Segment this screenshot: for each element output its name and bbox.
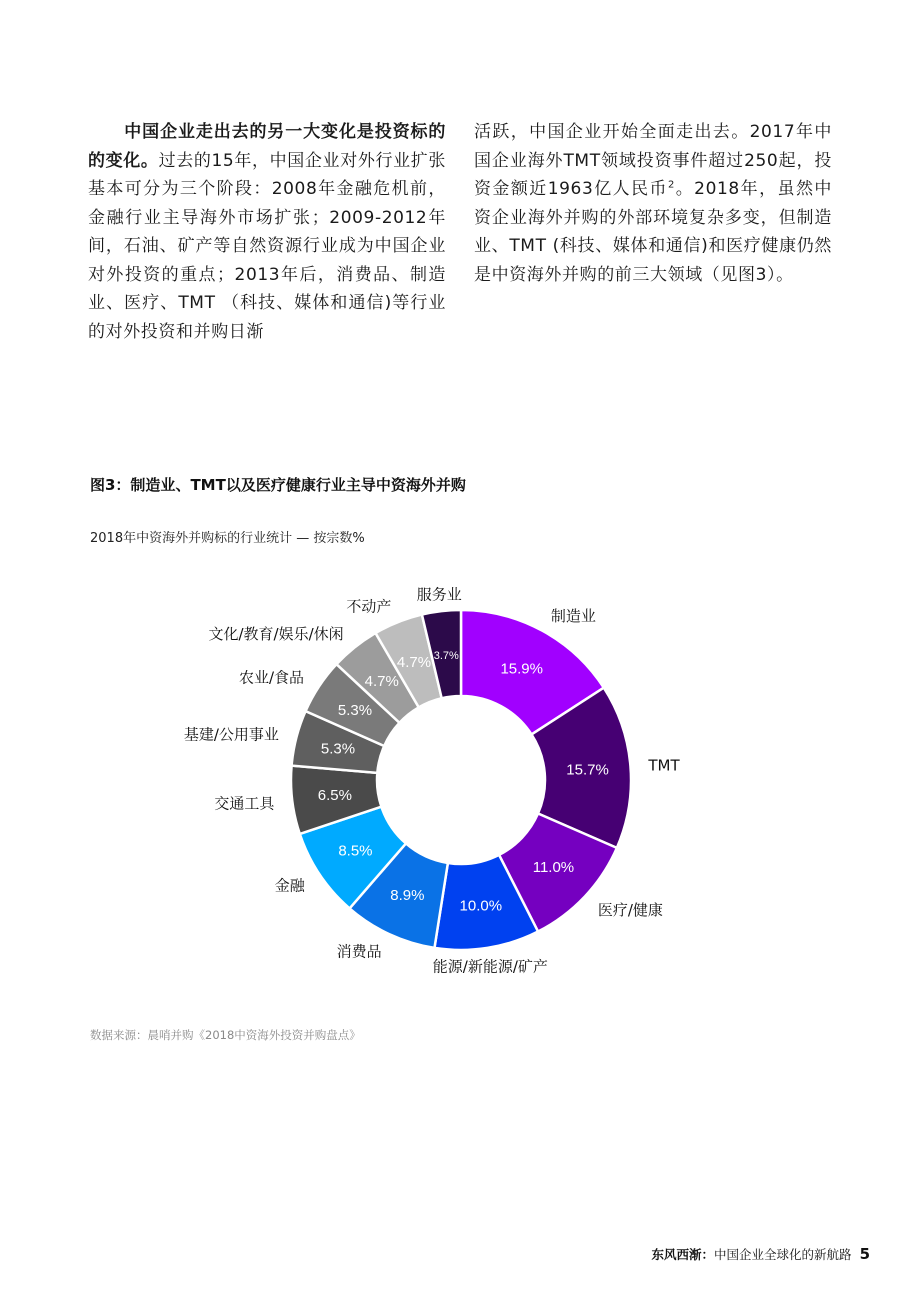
- figure-title: 图3：制造业、TMT以及医疗健康行业主导中资海外并购: [90, 476, 466, 494]
- lead-sentence: 中国企业走出去的另一大变化是投资标的的变化。: [88, 122, 446, 171]
- body-paragraph-right-b: 。2018年，虽然中资企业海外并购的外部环境复杂多变，但制造业、TMT (科技、媒体和通信)和医疗健康仍然是中资海外并购的前三大领域（见图3）。: [474, 179, 833, 285]
- slice-category-label: 消费品: [336, 942, 382, 961]
- slice-category-label: 医疗/健康: [597, 900, 663, 919]
- figure-subtitle: 2018年中资海外并购标的行业统计 — 按宗数%: [90, 531, 365, 546]
- slice-value-label: 15.9%: [500, 660, 543, 678]
- slice-category-label: 农业/食品: [239, 668, 305, 687]
- slice-value-label: 6.5%: [317, 787, 353, 805]
- slice-category-label: 服务业: [416, 585, 462, 604]
- page-footer: [652, 1245, 870, 1263]
- page-number: 5: [859, 1245, 870, 1263]
- slice-value-label: 5.3%: [337, 702, 373, 720]
- slice-value-label: 5.3%: [320, 740, 356, 758]
- slice-value-label: 11.0%: [532, 859, 575, 877]
- body-paragraph-left: 过去的15年，中国企业对外行业扩张基本可分为三个阶段：2008年金融危机前，金融行业主导海外市场扩张；2009-2012年间，石油、矿产等自然资源行业成为中国企业对外投资的重点；2013年后，消费品、制造业、医疗、TMT （科技、媒体和通信)等行业的对外投资和并购日渐: [88, 150, 446, 342]
- footnote-ref: 2: [667, 179, 675, 191]
- slice-value-label: 10.0%: [459, 897, 503, 915]
- slice-value-label: 15.7%: [566, 761, 609, 779]
- slice-category-label: 不动产: [346, 597, 392, 616]
- slice-category-label: 基建/公用事业: [183, 725, 279, 744]
- slice-category-label: 制造业: [550, 606, 596, 625]
- slice-category-label: 文化/教育/娱乐/休闲: [208, 625, 344, 644]
- body-paragraph-right-a: 活跃，中国企业开始全面走出去。2017年中国企业海外TMT领域投资事件超过250起，投资金额近1963亿人民币: [474, 122, 832, 199]
- slice-value-label: 4.7%: [364, 672, 399, 690]
- slice-category-label: 交通工具: [214, 794, 275, 813]
- footer-subtitle: 中国企业全球化的新航路: [714, 1247, 852, 1262]
- slice-value-label: 8.9%: [390, 887, 425, 905]
- slice-category-label: TMT: [648, 756, 680, 775]
- slice-value-label: 3.7%: [433, 649, 459, 662]
- slice-category-label: 金融: [274, 876, 305, 895]
- data-source: 数据来源：晨哨并购《2018中资海外投资并购盘点》: [90, 1028, 361, 1042]
- slice-value-label: 4.7%: [396, 654, 432, 672]
- slice-value-label: 8.5%: [338, 842, 373, 860]
- footer-publication: 东风西渐：: [651, 1247, 715, 1262]
- slice-category-label: 能源/新能源/矿产: [432, 957, 548, 976]
